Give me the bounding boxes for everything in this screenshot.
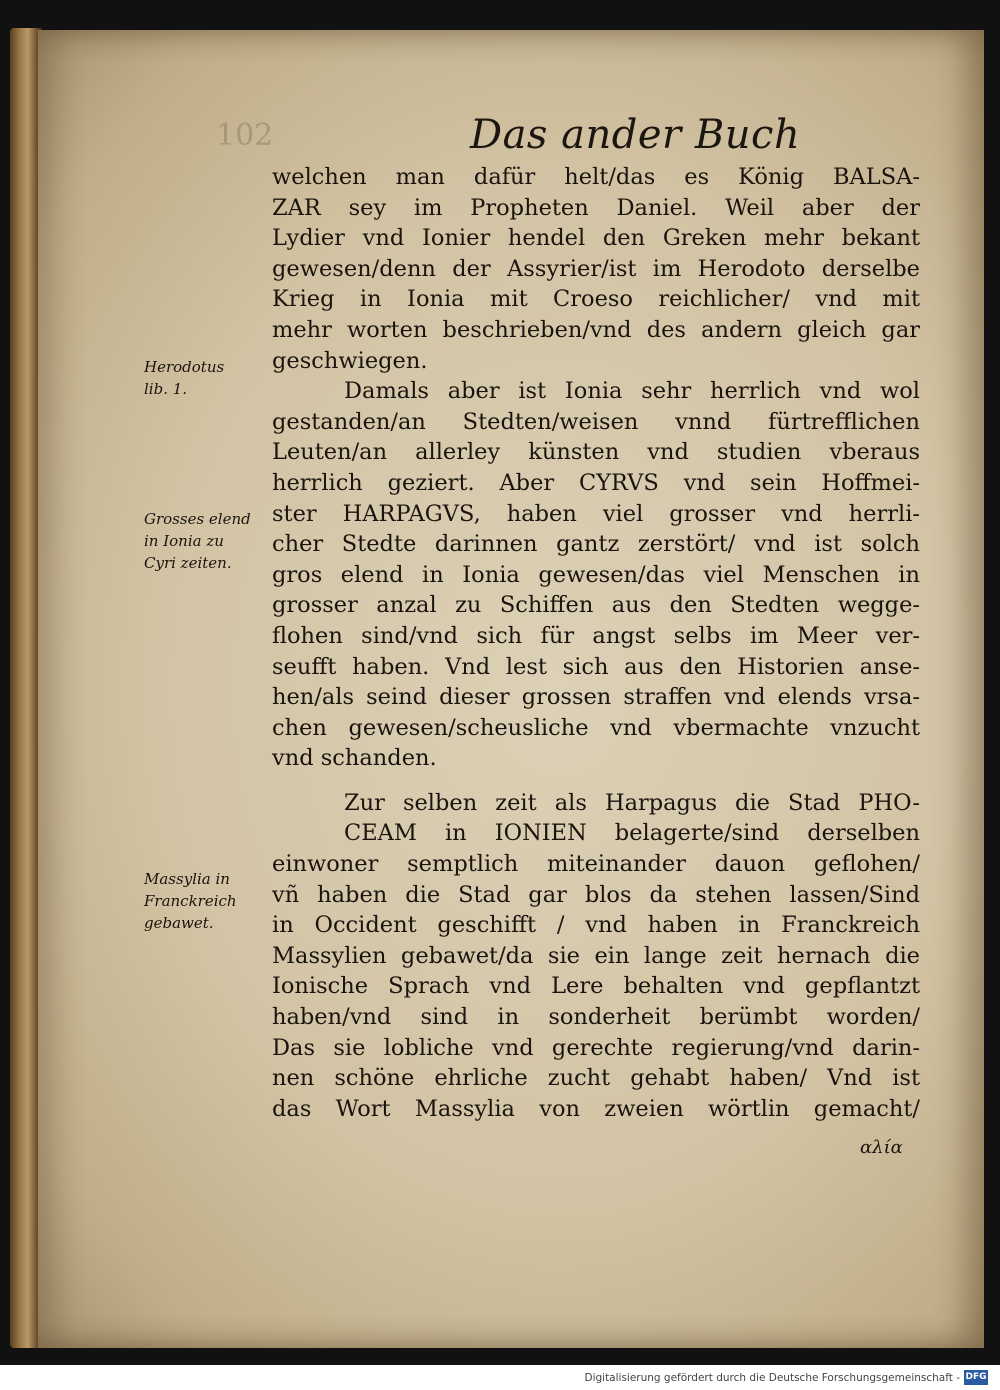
text-line: Leuten/an allerley künsten vnd studien vberaus <box>272 439 920 466</box>
text-line: in Occident geschifft / vnd haben in Franckreich <box>272 912 920 939</box>
text-line: chen gewesen/scheusliche vnd vbermachte vnzucht <box>272 714 920 741</box>
text-line: seufft haben. Vnd lest sich aus den Historien anse- <box>272 653 920 680</box>
funding-credit: Digitalisierung gefördert durch die Deutsche Forschungsgemeinschaft - <box>584 1372 960 1384</box>
body-text <box>272 162 920 1124</box>
text-line: Damals aber ist Ionia sehr herrlich vnd wol <box>344 378 920 405</box>
text-line: das Wort Massylia von zweien wörtlin gemacht/ <box>272 1095 920 1122</box>
margin-note-line: Massylia in <box>144 870 230 888</box>
dfg-logo: DFG <box>964 1370 988 1385</box>
margin-note-line: Cyri zeiten. <box>144 554 232 572</box>
margin-note-line: lib. 1. <box>144 380 188 398</box>
margin-note-ionia <box>144 508 251 574</box>
running-head: Das ander Buch <box>470 112 801 158</box>
margin-note-line: Franckreich <box>144 892 237 910</box>
text-line: gros elend in Ionia gewesen/das viel Menschen in <box>272 561 920 588</box>
text-line: Zur selben zeit als Harpagus die Stad PHO- <box>344 789 920 816</box>
margin-note-herodotus <box>144 356 224 400</box>
text-line: nen schöne ehrliche zucht gehabt haben/ Vnd ist <box>272 1065 920 1092</box>
text-line: herrlich geziert. Aber CYRVS vnd sein Hoffmei- <box>272 469 920 496</box>
text-line: vñ haben die Stad gar blos da stehen lassen/Sind <box>272 881 920 908</box>
margin-note-line: Herodotus <box>144 358 225 376</box>
text-line: gestanden/an Stedten/weisen vnnd fürtrefflichen <box>272 408 920 435</box>
text-line: Krieg in Ionia mit Croeso reichlicher/ vnd mit <box>272 286 920 313</box>
margin-note-massylia <box>144 868 237 934</box>
text-line: Das sie lobliche vnd gerechte regierung/vnd darin- <box>272 1034 920 1061</box>
paragraph-gap <box>272 774 920 788</box>
text-line: welchen man dafür helt/das es König BALSA- <box>272 164 920 190</box>
margin-note-line: in Ionia zu <box>144 532 224 550</box>
text-line: Lydier vnd Ionier hendel den Greken mehr bekant <box>272 225 920 252</box>
catchword: αλία <box>860 1137 903 1158</box>
margin-note-line: gebawet. <box>144 914 214 932</box>
text-line: cher Stedte darinnen gantz zerstört/ vnd ist solch <box>272 531 920 558</box>
text-line: CEAM in IONIEN belagerte/sind derselben <box>344 820 920 847</box>
text-line: ster HARPAGVS, haben viel grosser vnd herrli- <box>272 500 920 527</box>
text-line: Massylien gebawet/da sie ein lange zeit hernach die <box>272 942 920 969</box>
text-line: ZAR sey im Propheten Daniel. Weil aber der <box>272 194 920 221</box>
margin-note-line: Grosses elend <box>144 510 251 528</box>
page-number: 102 <box>216 118 274 153</box>
text-line: gewesen/denn der Assyrier/ist im Herodoto derselbe <box>272 255 920 282</box>
text-line: vnd schanden. <box>272 745 437 772</box>
text-line: hen/als seind dieser grossen straffen vnd elends vrsa- <box>272 684 920 711</box>
text-line: mehr worten beschrieben/vnd des andern gleich gar <box>272 316 920 343</box>
text-line: grosser anzal zu Schiffen aus den Stedten wegge- <box>272 592 920 619</box>
text-line: einwoner semptlich miteinander dauon geflohen/ <box>272 851 920 878</box>
text-line: geschwiegen. <box>272 347 428 374</box>
text-line: Ionische Sprach vnd Lere behalten vnd gepflantzt <box>272 973 920 1000</box>
text-line: flohen sind/vnd sich für angst selbs im Meer ver- <box>272 622 920 649</box>
text-line: haben/vnd sind in sonderheit berümbt worden/ <box>272 1004 920 1031</box>
